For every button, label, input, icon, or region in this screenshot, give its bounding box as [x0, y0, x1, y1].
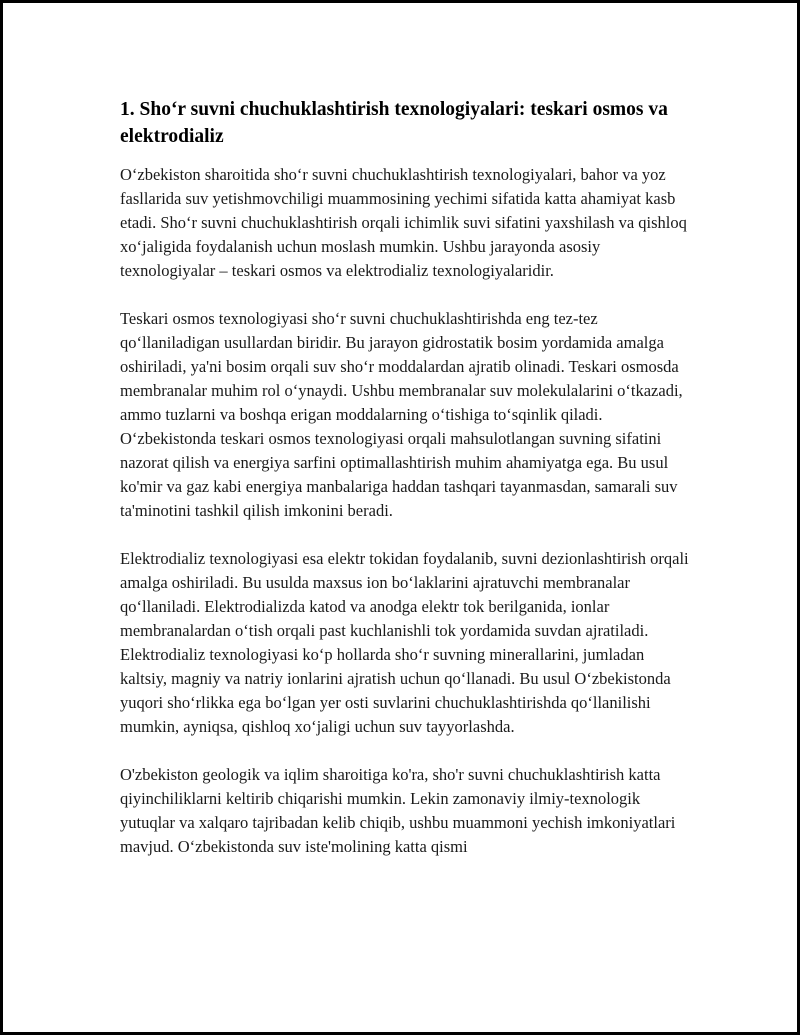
paragraph-electrodialysis: Elektrodializ texnologiyasi esa elektr tokidan foydalanib, suvni dezionlashtirish orqali amalga oshiriladi. Bu usulda maxsus ion bo‘laklarini ajratuvchi membranalar qo‘llaniladi. Elektrodializda katod va anodga elektr tok berilganida, ionlar membranalardan o‘tish orqali past kuchlanishli tok yordamida suvdan ajratiladi. Elektrodializ texnologiyasi ko‘p hollarda sho‘r suvning minerallarini, jumladan kaltsiy, magniy va natriy ionlarini ajratish uchun qo‘llanadi. Bu usul O‘zbekistonda yuqori sho‘rlikka ega bo‘lgan yer osti suvlarini chuchuklashtirishda qo‘llanilishi mumkin, ayniqsa, qishloq xo‘jaligi uchun suv tayyorlashda.: [120, 549, 689, 736]
section-heading: 1. Sho‘r suvni chuchuklashtirish texnologiyalari: teskari osmos va elektrodializ: [120, 99, 668, 147]
document-body: [120, 96, 690, 883]
paragraph-intro: O‘zbekiston sharoitida sho‘r suvni chuchuklashtirish texnologiyalari, bahor va yoz fasllarida suv yetishmovchiligi muammosining yechimi sifatida katta ahamiyat kasb etadi. Sho‘r suvni chuchuklashtirish orqali ichimlik suvi sifatini yaxshilash va qishloq xo‘jaligida foydalanish uchun moslash mumkin. Ushbu jarayonda asosiy texnologiyalar – teskari osmos va elektrodializ texnologiyalaridir.: [120, 165, 687, 280]
paragraph-reverse-osmosis: Teskari osmos texnologiyasi sho‘r suvni chuchuklashtirishda eng tez-tez qo‘llaniladigan usullardan biridir. Bu jarayon gidrostatik bosim yordamida amalga oshiriladi, ya'ni bosim orqali suv sho‘r moddalardan ajratib olinadi. Teskari osmosda membranalar muhim rol o‘ynaydi. Ushbu membranalar suv molekulalarini o‘tkazadi, ammo tuzlarni va boshqa erigan moddalarning o‘tishiga to‘sqinlik qiladi. O‘zbekistonda teskari osmos texnologiyasi orqali mahsulotlangan suvning sifatini nazorat qilish va energiya sarfini optimallashtirish muhim ahamiyatga ega. Bu usul ko'mir va gaz kabi energiya manbalariga haddan tashqari tayanmasdan, samarali suv ta'minotini tashkil qilish imkonini beradi.: [120, 309, 683, 520]
paragraph-conditions: O'zbekiston geologik va iqlim sharoitiga ko'ra, sho'r suvni chuchuklashtirish katta qiyinchiliklarni keltirib chiqarishi mumkin. Lekin zamonaviy ilmiy-texnologik yutuqlar va xalqaro tajribadan kelib chiqib, ushbu muammoni yechish imkoniyatlari mavjud. O‘zbekistonda suv iste'molining katta qismi: [120, 765, 676, 856]
